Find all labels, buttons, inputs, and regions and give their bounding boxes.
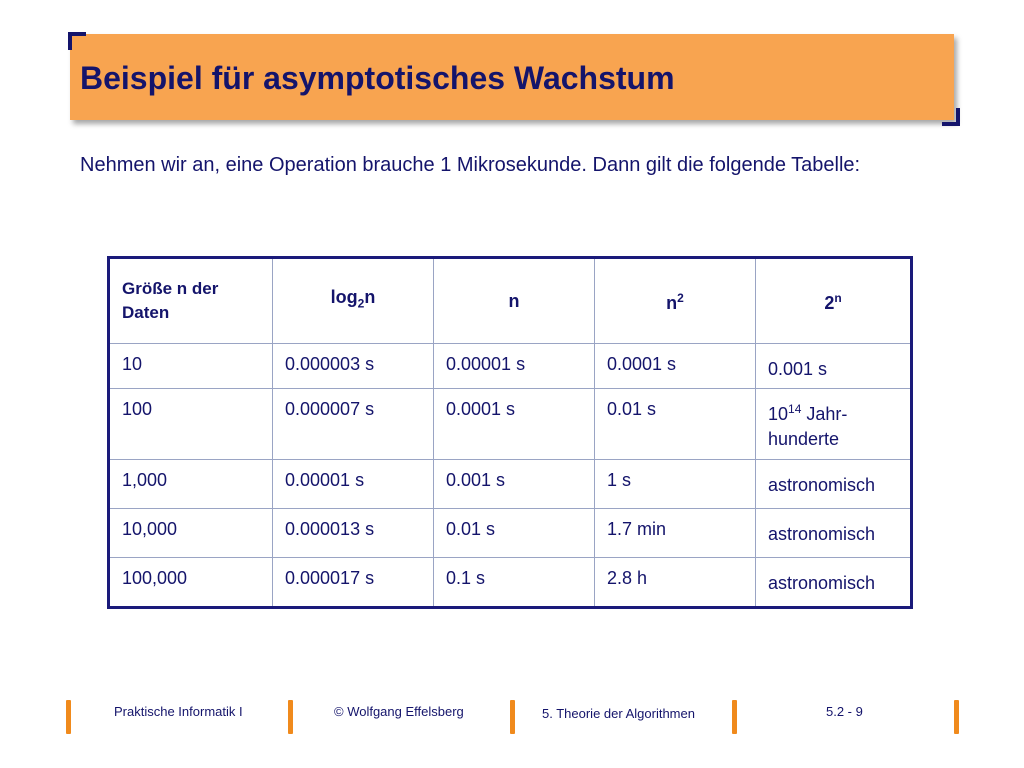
cell-n: 0.001 s [434, 460, 595, 509]
cell-n: 0.00001 s [434, 344, 595, 389]
cell-log: 0.000007 s [273, 389, 434, 460]
footer-course: Praktische Informatik I [114, 704, 243, 719]
cell-two-pow-n: $10^{14}$ Jahr-hunderte [756, 389, 912, 460]
cell-two-pow-n: astronomisch [756, 509, 912, 558]
cell-n: 0.01 s [434, 509, 595, 558]
footer-chapter: 5. Theorie der Algorithmen [542, 706, 695, 721]
header-n-squared: $n^2$ [595, 258, 756, 344]
cell-size: 10 [109, 344, 273, 389]
cell-log: 0.000013 s [273, 509, 434, 558]
footer-divider [510, 700, 515, 734]
title-corner-bottom-right [942, 108, 960, 126]
cell-n: 0.1 s [434, 558, 595, 608]
table-header-row [109, 258, 912, 344]
cell-n: 0.0001 s [434, 389, 595, 460]
cell-n-squared: 0.0001 s [595, 344, 756, 389]
cell-log: 0.000003 s [273, 344, 434, 389]
cell-two-pow-n: astronomisch [756, 460, 912, 509]
table-row [109, 509, 912, 558]
footer-author: © Wolfgang Effelsberg [334, 704, 464, 719]
cell-n-squared: 1.7 min [595, 509, 756, 558]
cell-size: 100 [109, 389, 273, 460]
cell-n-squared: 1 s [595, 460, 756, 509]
header-n: n [434, 258, 595, 344]
cell-n-squared: 0.01 s [595, 389, 756, 460]
cell-size: 100,000 [109, 558, 273, 608]
growth-table [107, 256, 913, 609]
slide-footer [0, 700, 1024, 740]
slide-title: Beispiel für asymptotisches Wachstum [80, 60, 675, 96]
table-row [109, 389, 912, 460]
table-row [109, 558, 912, 608]
cell-size: 10,000 [109, 509, 273, 558]
footer-divider [66, 700, 71, 734]
cell-log: 0.000017 s [273, 558, 434, 608]
cell-log: 0.00001 s [273, 460, 434, 509]
footer-divider [954, 700, 959, 734]
table-row [109, 344, 912, 389]
cell-n-squared: 2.8 h [595, 558, 756, 608]
header-size: Größe n der Daten [109, 258, 273, 344]
footer-page-number: 5.2 - 9 [826, 704, 863, 719]
intro-text: Nehmen wir an, eine Operation brauche 1 Mikrosekunde. Dann gilt die folgende Tabelle: [80, 154, 861, 176]
cell-two-pow-n: astronomisch [756, 558, 912, 608]
footer-divider [732, 700, 737, 734]
header-two-pow-n: 2$^n$ [756, 258, 912, 344]
cell-size: 1,000 [109, 460, 273, 509]
table-row [109, 460, 912, 509]
title-corner-top-left [68, 32, 86, 50]
header-log: $\log_2n$ [273, 258, 434, 344]
cell-two-pow-n: 0.001 s [756, 344, 912, 389]
footer-divider [288, 700, 293, 734]
